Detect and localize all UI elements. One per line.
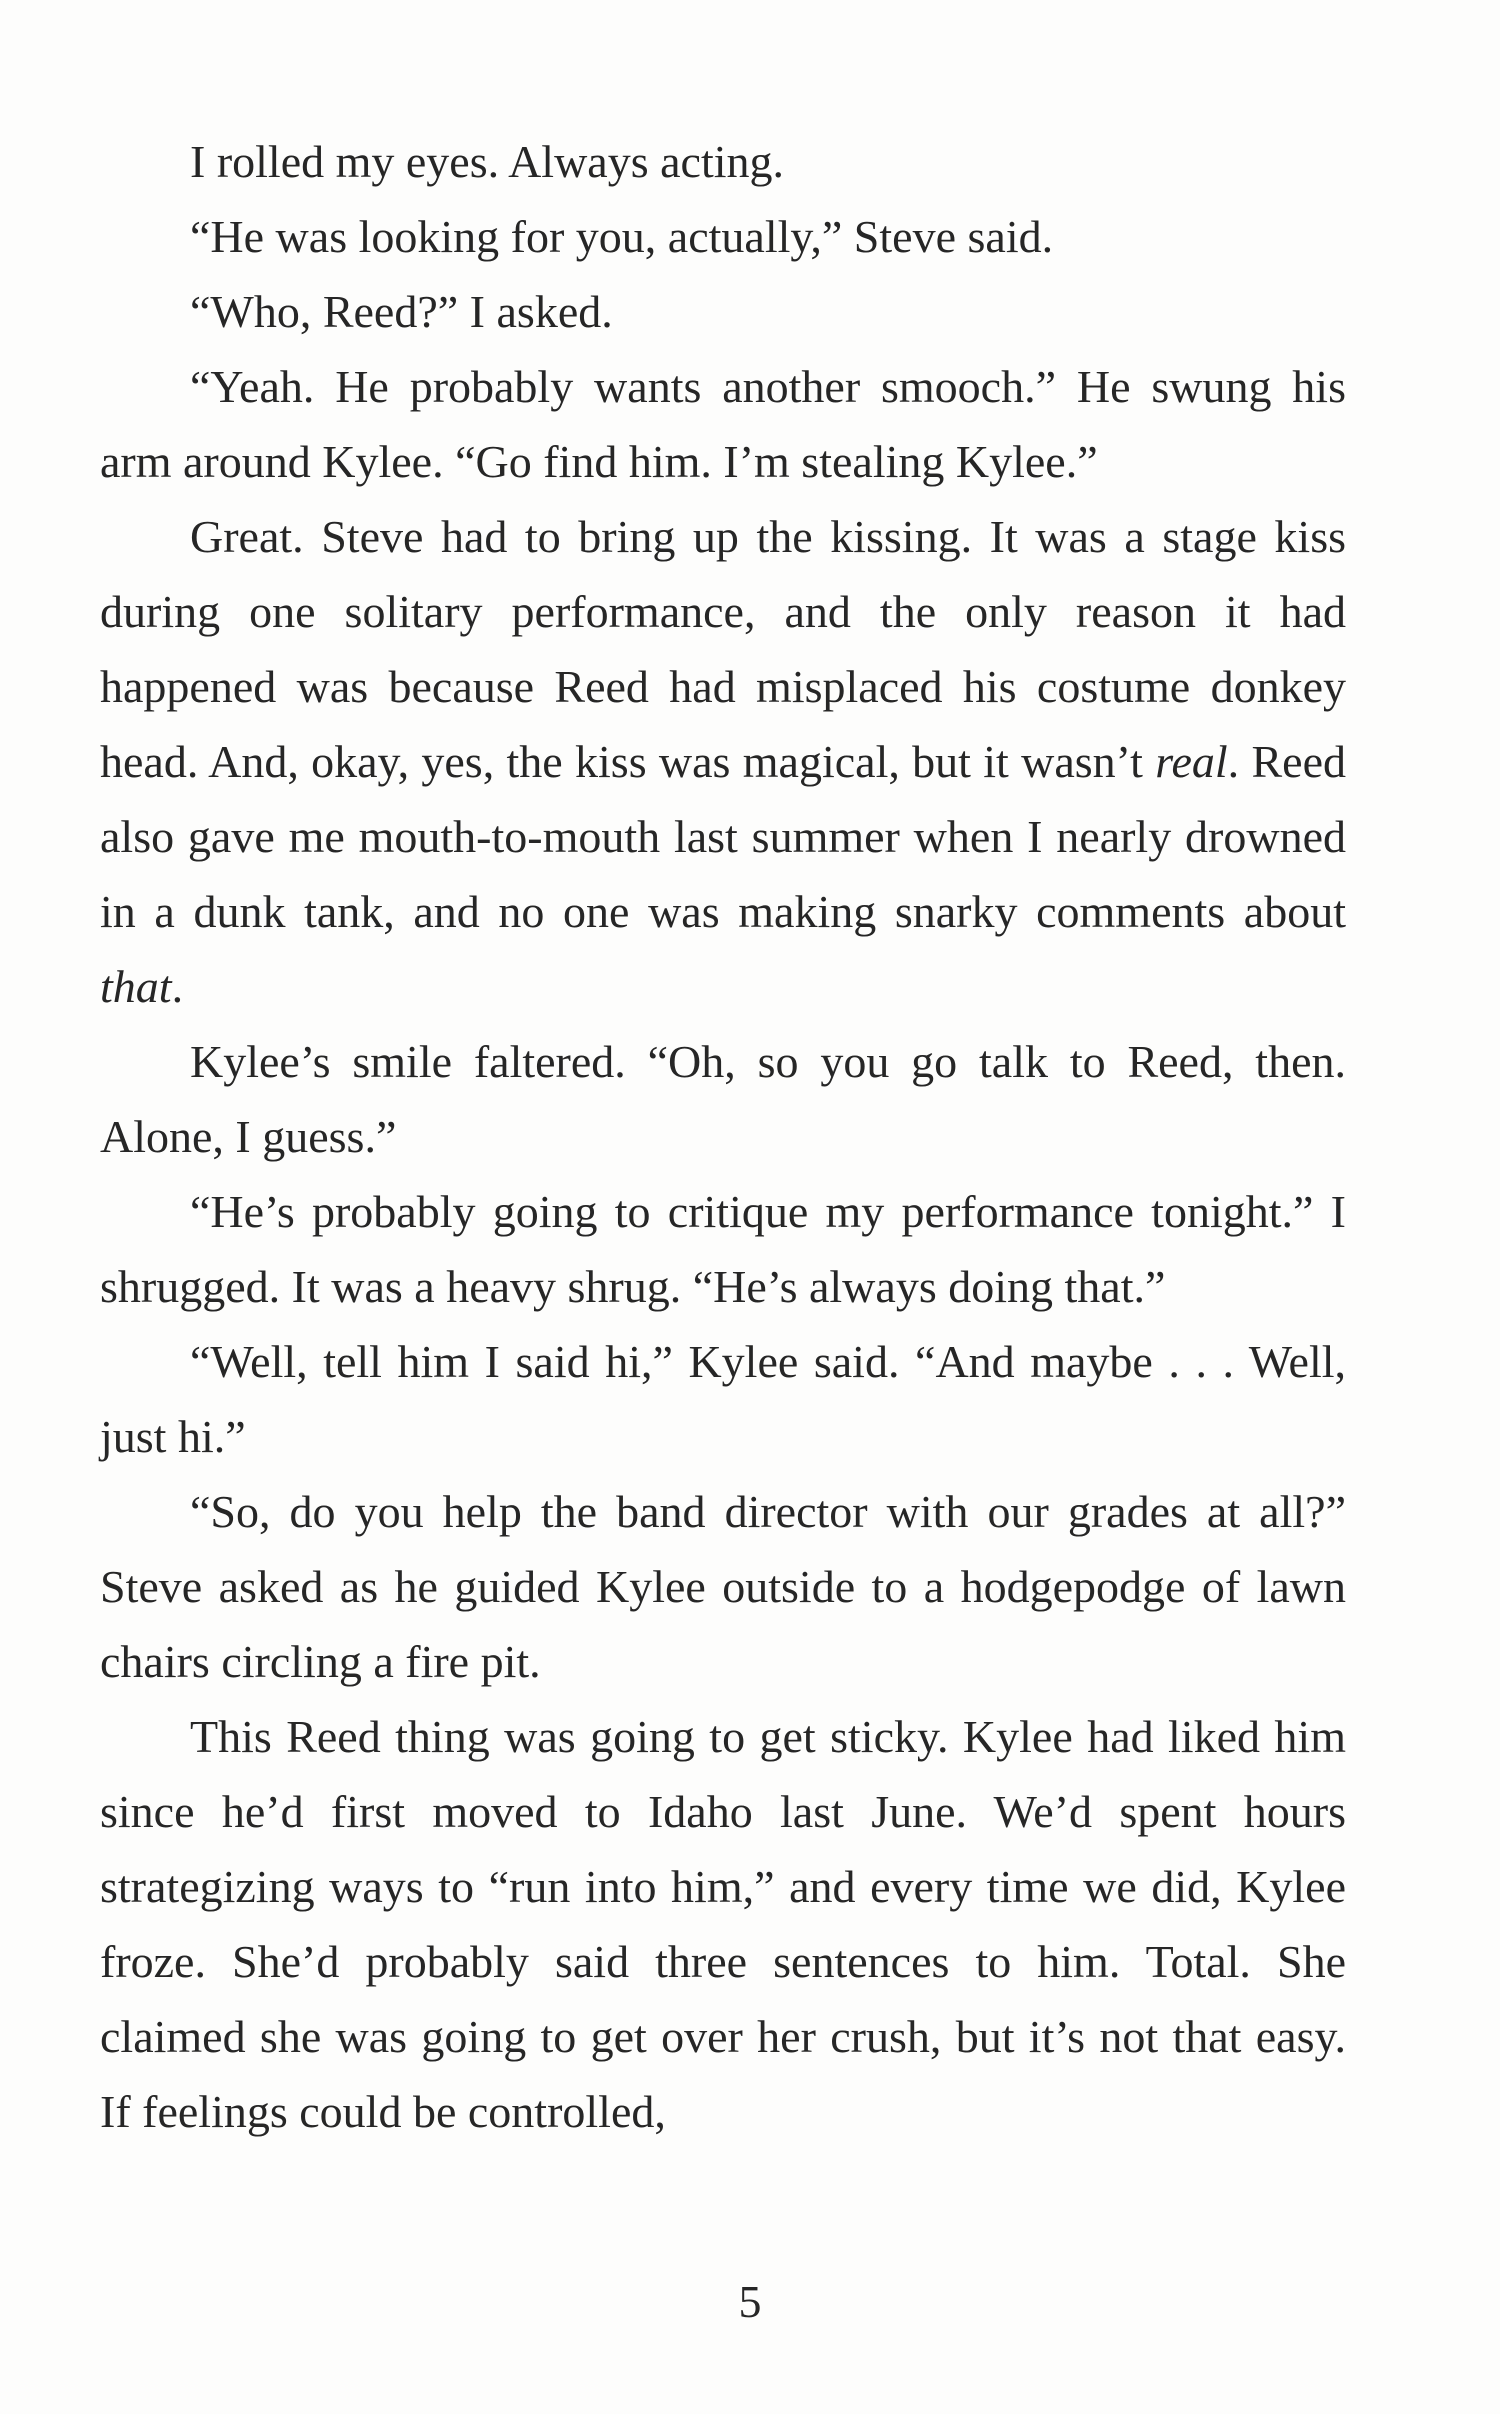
text-run: Kylee’s smile faltered. “Oh, so you go talk to Reed, then. Alone, I guess.”	[100, 1036, 1346, 1162]
body-text	[100, 124, 1346, 2149]
text-run: Great. Steve had to bring up the kissing. It was a stage kiss during one solitary performance, and the only reason it had happened was because Reed had misplaced his costume donkey head. And, okay, yes, the kiss was magical, but it wasn’t	[100, 511, 1346, 787]
paragraph	[100, 1024, 1346, 1174]
paragraph	[100, 499, 1346, 1024]
text-run: . Reed also gave me mouth-to-mouth last summer when I nearly drowned in a dunk tank, and no one was making snarky comments about	[100, 736, 1346, 937]
text-run: “Yeah. He probably wants another smooch.” He swung his arm around Kylee. “Go find him. I’m stealing Kylee.”	[100, 361, 1346, 487]
text-run: .	[171, 961, 184, 1012]
paragraph	[100, 1474, 1346, 1699]
text-run: “Well, tell him I said hi,” Kylee said. “And maybe . . . Well, just hi.”	[100, 1336, 1346, 1462]
text-run: “He’s probably going to critique my performance tonight.” I shrugged. It was a heavy shrug. “He’s always doing that.”	[100, 1186, 1346, 1312]
paragraph	[100, 1324, 1346, 1474]
paragraph	[100, 274, 1346, 349]
text-run: “He was looking for you, actually,” Steve said.	[190, 211, 1054, 262]
paragraph	[100, 124, 1346, 199]
text-run: “Who, Reed?” I asked.	[190, 286, 613, 337]
paragraph	[100, 199, 1346, 274]
text-run: This Reed thing was going to get sticky. Kylee had liked him since he’d first moved to Idaho last June. We’d spent hours strategizing ways to “run into him,” and every time we did, Kylee froze. She’d probably said three sentences to him. Total. She claimed she was going to get over her crush, but it’s not that easy. If feelings could be controlled,	[100, 1711, 1346, 2137]
text-run: I rolled my eyes. Always acting.	[190, 136, 785, 187]
italic-word: real	[1155, 736, 1228, 787]
italic-word: that	[100, 961, 172, 1012]
paragraph	[100, 1174, 1346, 1324]
paragraph	[100, 349, 1346, 499]
paragraph	[100, 1699, 1346, 2149]
text-run: “So, do you help the band director with our grades at all?” Steve asked as he guided Kylee outside to a hodgepodge of lawn chairs circling a fire pit.	[100, 1486, 1346, 1687]
page-number: 5	[738, 2276, 762, 2327]
